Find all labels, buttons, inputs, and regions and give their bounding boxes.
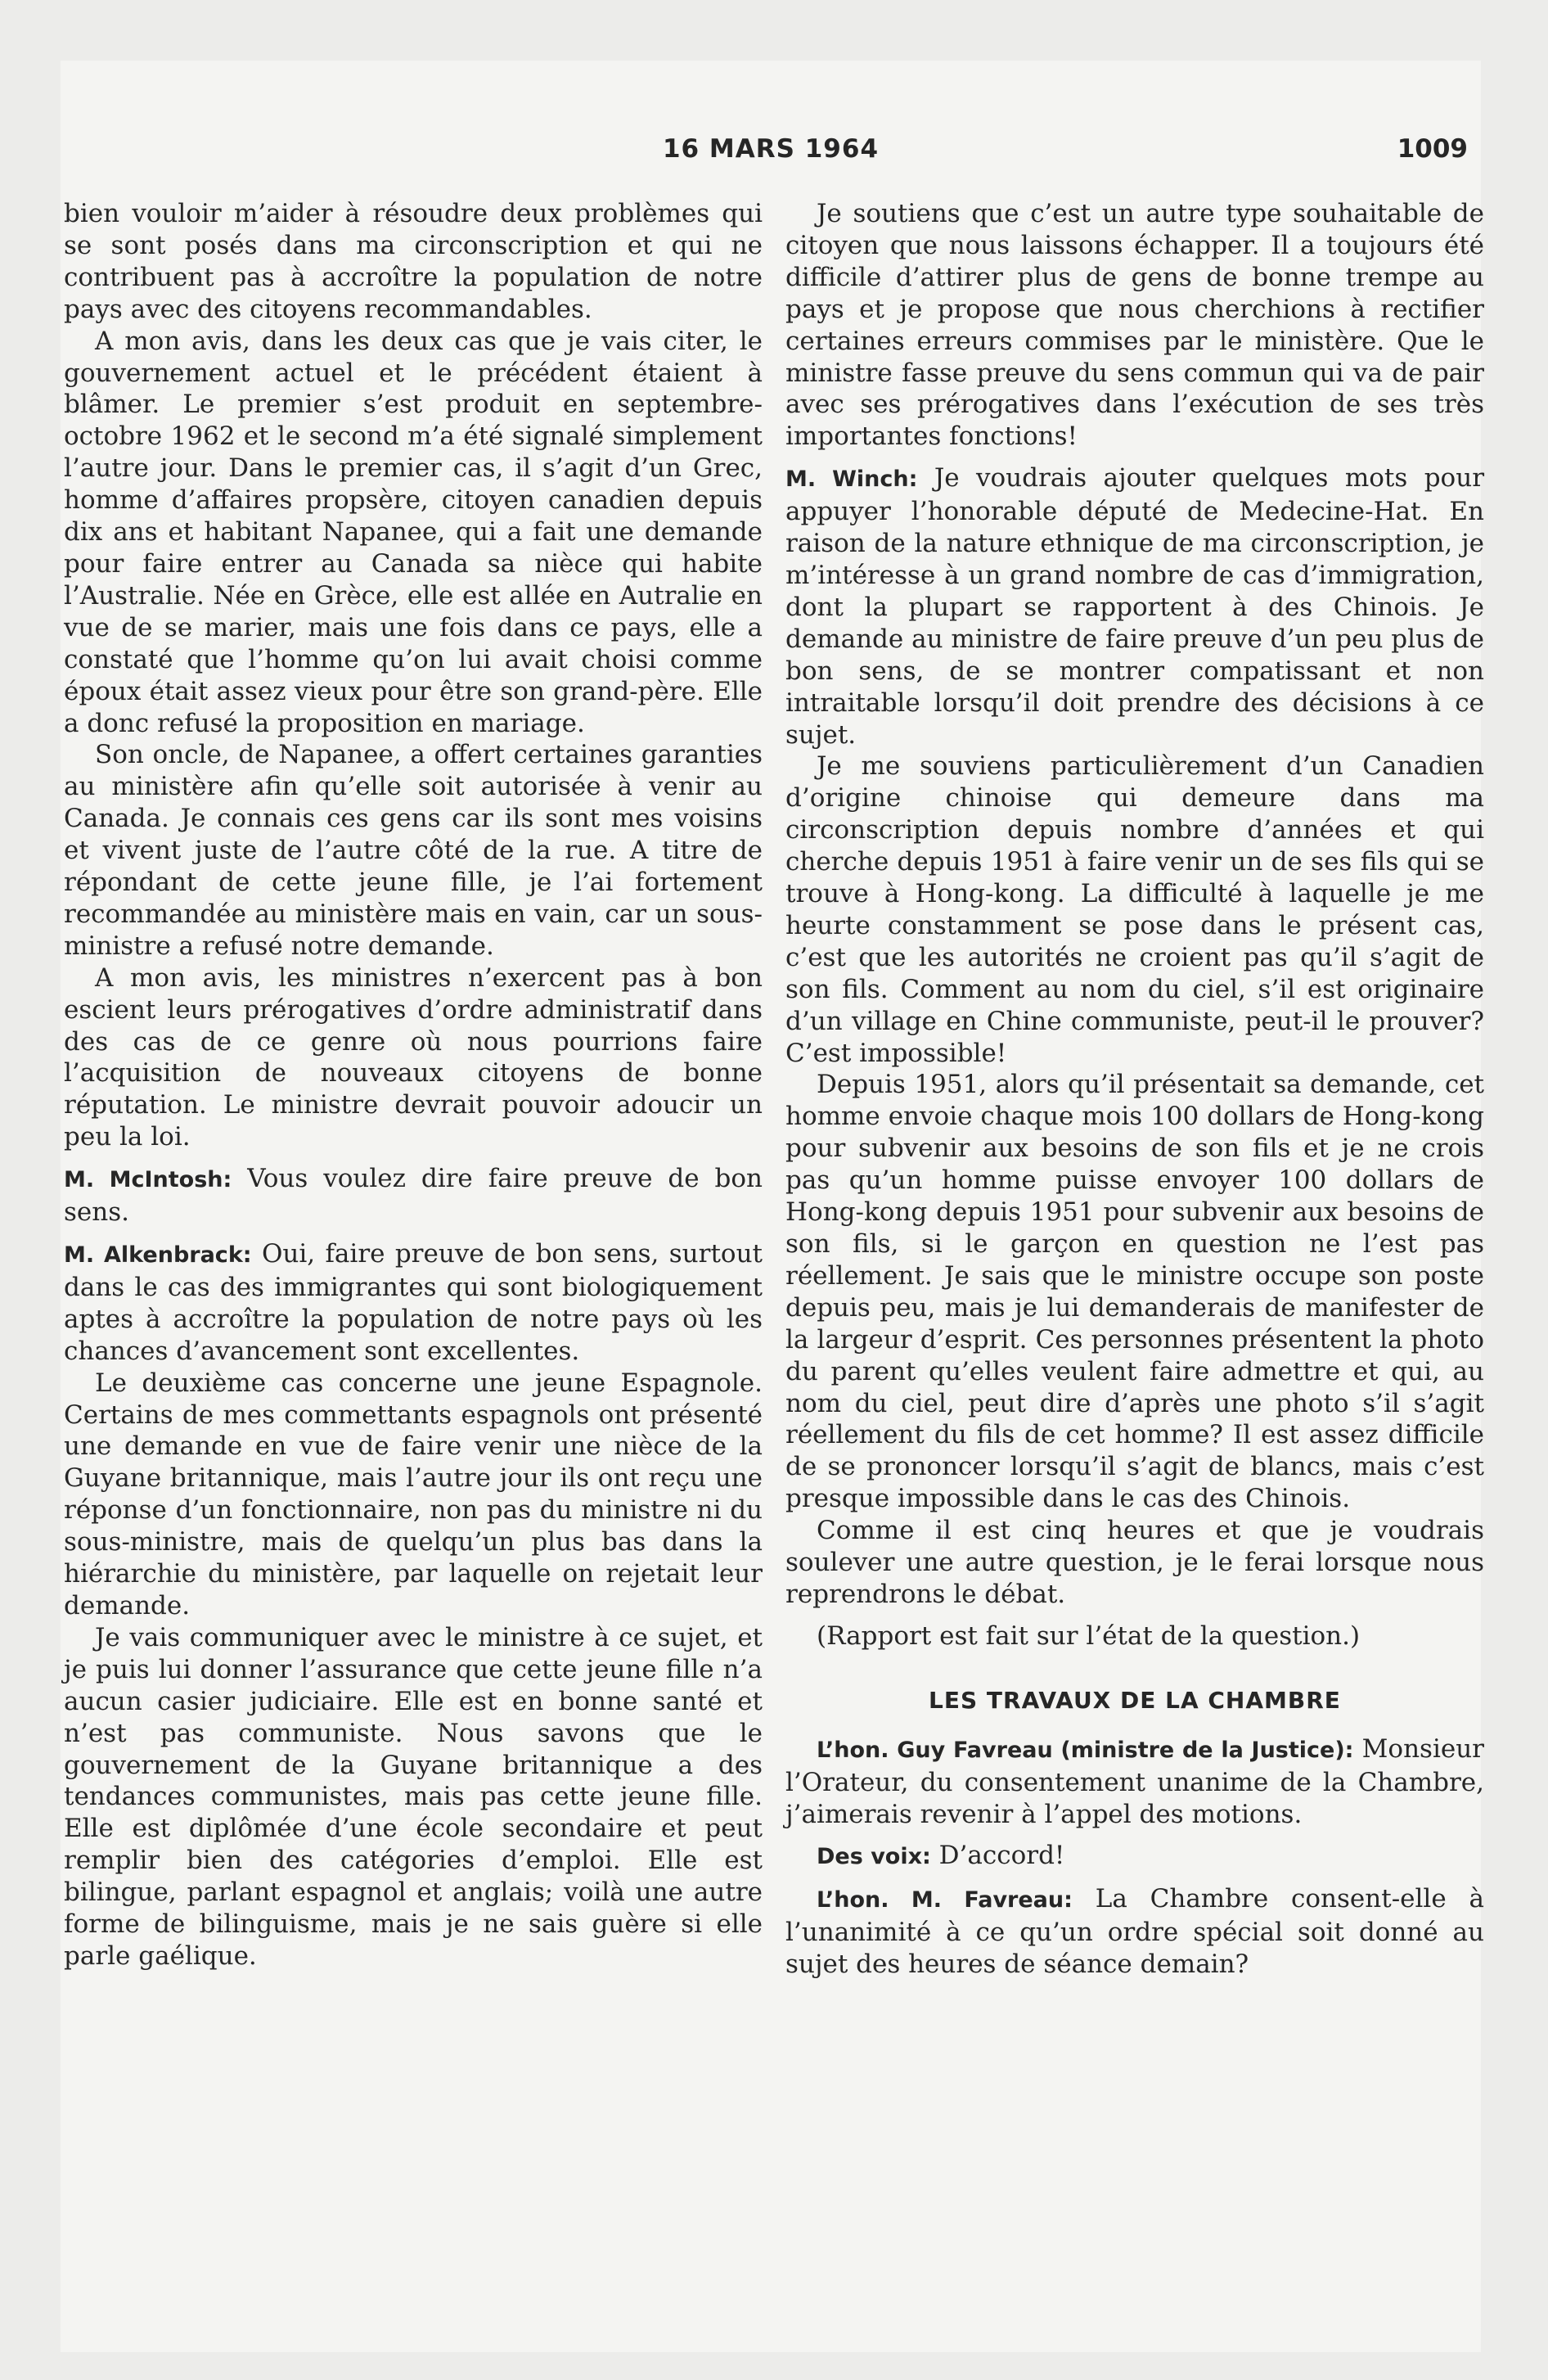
paragraph: A mon avis, dans les deux cas que je vais citer, le gouvernement actuel et le précédent étaient à blâmer. Le premier s’est produit en septembre-octobre 1962 et le second m’a été signalé simplement l’autre jour. Dans le premier cas, il s’agit d’un Grec, homme d’affaires propsère, citoyen canadien depuis dix ans et habitant Napanee, qui a fait une demande pour faire entrer au Canada sa nièce qui habite l’Australie. Née en Grèce, elle est allée en Autralie en vue de se marier, mais une fois dans ce pays, elle a constaté que l’homme qu’on lui avait choisi comme époux était assez vieux pour être son grand-père. Elle a donc refusé la proposition en mariage. [64, 326, 763, 738]
speaker-name: M. Alkenbrack: [64, 1242, 252, 1268]
speech-paragraph [785, 1733, 1484, 1831]
speech-text: Vous voulez dire faire preuve de bon sens. [64, 1164, 763, 1228]
speaker-name: L’hon. M. Favreau: [817, 1887, 1073, 1913]
paragraph: (Rapport est fait sur l’état de la question.) [817, 1620, 1361, 1651]
speech-text: Monsieur l’Orateur, du consentement unanime de la Chambre, j’aimerais revenir à l’appel des motions. [785, 1733, 1484, 1829]
paragraph: Je me souviens particulièrement d’un Canadien d’origine chinoise qui demeure dans ma circonscription depuis nombre d’années et qui cherche depuis 1951 à faire venir un de ses fils qui se trouve à Hong-kong. La difficulté à laquelle je me heurte constamment se pose dans le présent cas, c’est que les autorités ne croient pas qu’il s’agit de son fils. Comment au nom du ciel, s’il est originaire d’un village en Chine communiste, peut-il le prouver? C’est impossible! [785, 751, 1484, 1068]
speaker-name: Des voix: [817, 1844, 931, 1870]
speech-text: Oui, faire preuve de bon sens, surtout dans le cas des immigrantes qui sont biologiquement aptes à accroître la population de notre pays où les chances d’avancement sont excellentes. [64, 1239, 763, 1366]
paragraph: Je soutiens que c’est un autre type souhaitable de citoyen que nous laissons échapper. Il a toujours été difficile d’attirer plus de gens de bonne trempe au pays et je propose que nous cherchions à rectifier certaines erreurs commises par le ministère. Que le ministre fasse preuve du sens commun qui va de pair avec ses prérogatives dans l’exécution de ses très importantes fonctions! [785, 199, 1484, 452]
paragraph: A mon avis, les ministres n’exercent pas à bon escient leurs prérogatives d’ordre administratif dans des cas de ce genre où nous pourrions faire l’acquisition de nouveaux citoyens de bonne réputation. Le ministre devrait pouvoir adoucir un peu la loi. [64, 962, 763, 1152]
speaker-name: M. McIntosh: [64, 1167, 232, 1193]
speech-text: Je voudrais ajouter quelques mots pour appuyer l’honorable député de Medecine-Hat. En raison de la nature ethnique de ma circonscription, je m’intéresse à un grand nombre de cas d’immigration, dont la plupart se rapportent à des Chinois. Je demande au ministre de faire preuve d’un peu plus de bon sens, de se montrer compatissant et non intraitable lorsqu’il doit prendre des décisions à ce sujet. [785, 463, 1485, 750]
speech-text: D’accord! [930, 1841, 1065, 1871]
left-column [64, 198, 763, 1972]
paragraph: Son oncle, de Napanee, a offert certaines garanties au ministère afin qu’elle soit autorisée à venir au Canada. Je connais ces gens car ils sont mes voisins et vivent juste de l’autre côté de la rue. A titre de répondant de cette jeune fille, je l’ai fortement recommandée au ministère mais en vain, car un sous-ministre a refusé notre demande. [64, 740, 763, 961]
page-date: 16 MARS 1964 [662, 134, 880, 164]
speaker-name: M. Winch: [785, 467, 918, 493]
page [61, 61, 1485, 2352]
speech-paragraph [785, 1840, 1484, 1873]
paragraph: bien vouloir m’aider à résoudre deux problèmes qui se sont posés dans ma circonscription et qui ne contribuent pas à accroître la population de notre pays avec des citoyens recommandables. [64, 199, 763, 324]
paragraph: Depuis 1951, alors qu’il présentait sa demande, cet homme envoie chaque mois 100 dollars de Hong-kong pour subvenir aux besoins de son fils et je ne crois pas qu’un homme puisse envoyer 100 dollars de Hong-kong depuis 1951 pour subvenir aux besoins de son fils, si le garçon en question ne l’est pas réellement. Je sais que le ministre occupe son poste depuis peu, mais je lui demanderais de manifester de la largeur d’esprit. Ces personnes présentent la photo du parent qu’elles veulent faire admettre et qui, au nom du ciel, peut dire d’après une photo s’il s’agit réellement du fils de cet homme? Il est assez difficile de se prononcer lorsqu’il s’agit de blancs, mais c’est presque impossible dans le cas des Chinois. [785, 1070, 1484, 1514]
right-column [785, 198, 1484, 1981]
speech-paragraph [64, 1238, 763, 1368]
speech-paragraph [785, 462, 1484, 751]
paragraph: Je vais communiquer avec le ministre à ce sujet, et je puis lui donner l’assurance que cette jeune fille n’a aucun casier judiciaire. Elle est en bonne santé et n’est pas communiste. Nous savons que le gouvernement de la Guyane britannique a des tendances communistes, mais pas cette jeune fille. Elle est diplômée d’une école secondaire et peut remplir bien des catégories d’emploi. Elle est bilingue, parlant espagnol et anglais; voilà une autre forme de bilinguisme, mais je ne sais guère si elle parle gaélique. [64, 1622, 763, 1971]
speech-paragraph [64, 1163, 763, 1228]
paragraph: Comme il est cinq heures et que je voudrais soulever une autre question, je le ferai lorsque nous reprendrons le débat. [785, 1516, 1484, 1609]
paragraph: Le deuxième cas concerne une jeune Espagnole. Certains de mes commettants espagnols ont présenté une demande en vue de faire venir une nièce de la Guyane britannique, mais l’autre jour ils ont reçu une réponse d’un fonctionnaire, non pas du ministre ni du sous-ministre, mais de quelqu’un plus bas dans la hiérarchie du ministère, par laquelle on rejetait leur demande. [64, 1368, 763, 1620]
speaker-name: L’hon. Guy Favreau (ministre de la Justice): [817, 1737, 1354, 1763]
speech-paragraph [785, 1883, 1484, 1981]
section-title: LES TRAVAUX DE LA CHAMBRE [929, 1686, 1341, 1714]
speech-text: La Chambre consent-elle à l’unanimité à ce qu’un ordre spécial soit donné au sujet des heures de séance demain? [785, 1884, 1484, 1980]
page-header [61, 134, 1481, 175]
page-number: 1009 [1397, 134, 1468, 164]
